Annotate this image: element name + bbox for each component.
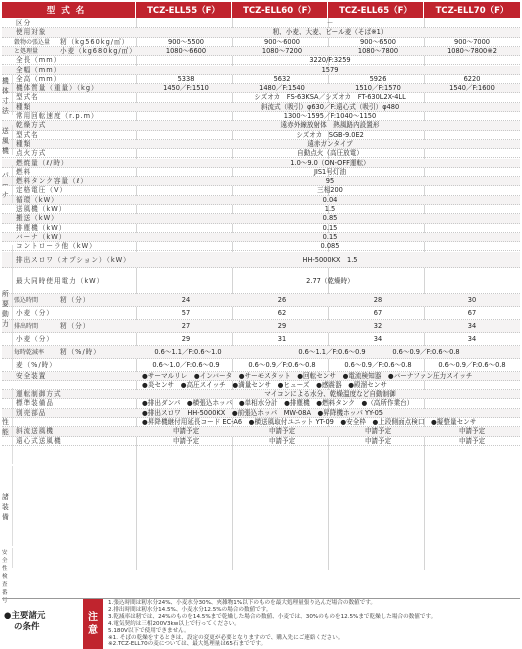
row-group-label: 張込時間 (14, 296, 39, 304)
row-label: 燃料タンク容量（ℓ） (16, 177, 88, 186)
group-label-kikai: 機体寸法 (2, 75, 13, 115)
row-label: バーナ（kW） (16, 232, 67, 241)
row-label: 小麦（kg680kg/㎥） (60, 46, 137, 55)
row-value: シズオカ FS-63KSA／シズオカ FT-630L2X-4LL (254, 93, 406, 102)
row-value: 申請予定 (458, 427, 486, 436)
row-value: 0.85 (322, 214, 338, 223)
row-label: 型式名 (16, 93, 39, 102)
row-label: 麦（%/時） (16, 360, 57, 369)
row-value: 1.5 (324, 205, 336, 213)
table-row (2, 38, 520, 47)
row-value: 0.6～0.9／F:0.6～0.8 (438, 360, 506, 369)
row-value: 0.04 (322, 195, 338, 204)
table-row (2, 418, 520, 427)
row-label: 別売部品 (16, 408, 47, 417)
table-row (2, 19, 520, 28)
row-value: 0.6～1.1／F:0.6～0.9 (298, 347, 366, 356)
table-row (2, 121, 520, 130)
row-label: 乾燥方式 (16, 121, 47, 130)
row-label: 区分 (16, 19, 32, 27)
row-value: ●排出ダンパ ●横張込ホッパ ●単相水分計 ●排塵機 ●燃料タンク ●（高所作業台） (142, 399, 414, 408)
row-value: ●排出スロワ HH-5000KX ●前張込ホッパ MW-08A ●昇降機ホッパ YY-05 (142, 408, 384, 417)
row-label: 運転制御方式 (16, 390, 62, 399)
table-row (2, 140, 520, 149)
row-label: 遠心式送風機 (16, 436, 62, 445)
row-label: 小麦（分） (16, 334, 54, 343)
row-value: 自動点火（高圧放電） (297, 149, 363, 158)
row-label: 籾（kg560kg/㎥） (60, 37, 130, 46)
row-value: 三相200 (317, 186, 343, 195)
row-group-label: と処理量 (14, 47, 39, 55)
table-row (2, 359, 520, 372)
table-row (2, 168, 520, 177)
table-row (2, 205, 520, 214)
table-row (2, 252, 520, 268)
table-row (2, 381, 520, 390)
row-value: HH-5000KX 1.5 (302, 255, 358, 264)
group-label-burner: バーナ (2, 165, 13, 203)
row-value: JIS1号灯油 (313, 167, 347, 176)
row-label: 燃料 (16, 167, 32, 176)
row-value: 67 (373, 308, 383, 317)
row-value: 95 (325, 177, 335, 186)
table-row (2, 196, 520, 205)
row-group-label: 穀物の張込量 (14, 38, 51, 46)
row-value: 34 (373, 334, 383, 343)
note-line: 4.電気契約は三相200V3kw以上で行ってください。 (108, 620, 240, 627)
row-value: 900～5500 (168, 37, 204, 46)
row-label: 定格電圧（V） (16, 186, 68, 195)
row-label: 標準装備品 (16, 399, 54, 408)
row-value: 0.6～0.9／F:0.6～0.8 (392, 347, 460, 356)
row-value: 27 (181, 321, 191, 330)
row-value: 67 (467, 308, 477, 317)
row-label: 常用回転速度（r.p.m） (16, 112, 99, 120)
row-value: 申請予定 (364, 427, 392, 436)
table-row (2, 224, 520, 233)
table-row (2, 66, 520, 75)
row-label: 排塵機（kW） (16, 223, 67, 232)
group-label-shobi: 諸装備 (2, 466, 13, 546)
row-label: コントローラ他（kW） (16, 242, 97, 251)
table-row (2, 372, 520, 381)
row-value: 申請予定 (268, 436, 296, 445)
table-row (2, 399, 520, 408)
group-label-seinou: 性能 (2, 388, 13, 464)
notes-list (108, 600, 520, 648)
table-row (2, 214, 520, 223)
row-value: 6220 (463, 74, 481, 83)
note-line: 1.張込時間は籾水分24%、小麦水分30%、夾雑物1%以下のものを最大処理量張り込んだ場合の数値です。 (108, 600, 376, 606)
row-value: 0.15 (322, 223, 338, 232)
row-value: 29 (181, 334, 191, 343)
row-value: 32 (373, 321, 383, 330)
row-label: 籾（%/時） (60, 347, 101, 356)
table-row (2, 390, 520, 399)
row-value: 34 (467, 334, 477, 343)
group-label-shoyou: 所要動力 (2, 245, 13, 370)
row-label: 斜流送風機 (16, 427, 54, 436)
note-line: 2.排出時間は籾水分14.5%、小麦水分12.5%の場合の数値です。 (108, 606, 272, 613)
table-row (2, 333, 520, 346)
table-row (2, 242, 520, 251)
row-value: 申請予定 (268, 427, 296, 436)
row-label: 全高（mm） (16, 74, 62, 83)
row-value: 1300～1595／F:1040～1150 (283, 112, 377, 120)
row-value: 申請予定 (172, 436, 200, 445)
row-value: ●サーマルリレ ●インバータ ●サーモスタット ●回転センサ ●電流検知器 ●バーナファン圧力スイッチ (142, 371, 473, 380)
row-value: 3220/F:3259 (309, 56, 351, 65)
row-value: 0.6～1.1／F:0.6～1.0 (154, 347, 222, 356)
table-row (2, 28, 520, 37)
note-line: 5.180V以下で使用できません。 (108, 627, 190, 634)
row-value: 遠赤ガンタイプ (307, 139, 353, 148)
row-value: 900～6500 (360, 37, 396, 46)
row-value: 1510／F:1570 (355, 84, 401, 93)
row-value: 1540／F:1600 (449, 84, 495, 93)
row-value: 30 (467, 295, 477, 304)
row-group-label: 毎時乾減率 (14, 348, 45, 356)
row-value: 24 (181, 295, 191, 304)
table-row (2, 47, 520, 56)
row-value: 1.0～9.0（ON-OFF運転） (290, 158, 370, 167)
row-label: 最大同時使用電力（kW） (16, 276, 105, 285)
row-value: 1080～7800 (357, 46, 399, 55)
table-row (2, 186, 520, 195)
row-value: 34 (467, 321, 477, 330)
row-value: 遠赤外線放射体 熱風路内設置形 (280, 121, 380, 130)
row-value: 26 (277, 295, 287, 304)
row-value: マイコンによる水分、乾燥温度など自動制御 (264, 390, 396, 399)
row-label: 全幅（mm） (16, 65, 62, 74)
row-value: － (326, 19, 334, 27)
row-value: 0.6～0.9／F:0.6～0.8 (248, 360, 316, 369)
table-row (2, 75, 520, 84)
header-model-65: TCZ-ELL65（F） (328, 2, 424, 18)
conditions-title: ●主要諸元 の条件 (4, 611, 46, 632)
row-value: 5338 (177, 74, 195, 83)
row-value: 申請予定 (458, 436, 486, 445)
header-model-60: TCZ-ELL60（F） (232, 2, 328, 18)
row-value: 0.15 (322, 232, 338, 241)
row-value: 1080～7800※2 (447, 46, 497, 55)
row-label: 使用対象 (16, 28, 47, 37)
table-row (2, 307, 520, 320)
row-value: 57 (181, 308, 191, 317)
row-value: 申請予定 (364, 436, 392, 445)
table-row (2, 177, 520, 186)
table-row (2, 409, 520, 418)
row-value: 0.085 (320, 242, 340, 251)
row-label: 安全装置 (16, 371, 47, 380)
row-label: 送風機（kW） (16, 205, 67, 213)
row-value: 0.6～1.0／F:0.6～0.9 (152, 360, 220, 369)
row-value: 1080～7200 (261, 46, 303, 55)
row-value: 900～6000 (264, 37, 300, 46)
header-model-70: TCZ-ELL70（F） (424, 2, 520, 18)
row-value: 籾、小麦、大麦、ビール麦（そば※1） (272, 28, 388, 37)
row-label: 籾（分） (60, 295, 91, 304)
table-row (2, 56, 520, 65)
table-row (2, 320, 520, 333)
row-value: 5632 (273, 74, 291, 83)
table-row (2, 93, 520, 102)
table-row (2, 233, 520, 242)
header-model-name: 型式名 (2, 2, 136, 18)
row-label: 機体質量（重量）（kg） (16, 84, 99, 93)
table-row (2, 112, 520, 121)
row-value: 1579 (321, 65, 339, 74)
row-label: 排出スロワ（オプション）（kW） (16, 255, 131, 264)
group-label-soufu: 送風機 (2, 125, 13, 155)
note-line: 3.乾減率は籾では、24%のものを14.5%まで乾燥した場合の数値、小麦では、30%のものを12.5%まで乾燥した場合の数値です。 (108, 613, 437, 620)
row-value: 28 (373, 295, 383, 304)
table-header (2, 2, 520, 18)
row-value: 1480／F:1540 (259, 84, 305, 93)
group-label-anzen: 安全性検査番号 (2, 548, 13, 568)
row-value: 62 (277, 308, 287, 317)
row-label: 燃焼量（ℓ/時） (16, 158, 69, 167)
row-group-label: 排出時間 (14, 322, 39, 330)
row-label: 全長（mm） (16, 56, 62, 65)
row-label: 籾（分） (60, 321, 91, 330)
row-value: 900～7000 (454, 37, 490, 46)
note-line: ※1. そばの乾燥をするときは、設定の変更が必要となりますので、購入先にご連絡ください。 (108, 634, 344, 641)
row-label: 点火方式 (16, 149, 47, 158)
row-value: 2.77（乾燥時） (306, 276, 354, 285)
row-value: 5926 (369, 74, 387, 83)
row-value: 申請予定 (172, 427, 200, 436)
table-row (2, 149, 520, 158)
row-value: 1450／F:1510 (163, 84, 209, 93)
table-row (2, 103, 520, 112)
row-value: 31 (277, 334, 287, 343)
table-row (2, 437, 520, 446)
table-row (2, 131, 520, 140)
notes-section (2, 598, 520, 648)
row-value: シズオカ SGB-9.0E2 (296, 130, 364, 139)
row-value: 29 (277, 321, 287, 330)
row-value: ●炎センサ ●高圧スイッチ ●満量センサ ●ヒューズ ●感震器 ●殿溜センサ (142, 380, 387, 389)
row-value: ●昇降機継付用延長コード EC-A6 ●横送風取付ユニット YT-09 ●安全枠 ●上段側面点検口 ●擬整量センサ (142, 418, 477, 426)
table-row (2, 427, 520, 436)
row-value: 0.6～0.9／F:0.6～0.8 (344, 360, 412, 369)
row-value: 1080～6600 (165, 46, 207, 55)
row-label: 型式名 (16, 130, 39, 139)
caution-badge: 注 意 (83, 599, 103, 649)
row-label: 循環（kW） (16, 195, 59, 204)
note-line: ※2.TCZ-ELL70の麦については、最大処理量は65石までです。 (108, 641, 267, 648)
row-label: 搬送（kW） (16, 214, 59, 223)
row-label: 種類 (16, 102, 32, 111)
table-row (2, 159, 520, 168)
table-row (2, 294, 520, 307)
row-value: 斜流式（吸引）φ630／F:遠心式（吸引）φ480 (260, 102, 400, 111)
row-label: 種類 (16, 139, 32, 148)
row-label: 小麦（分） (16, 308, 54, 317)
header-model-55: TCZ-ELL55（F） (136, 2, 232, 18)
table-row (2, 346, 520, 359)
table-row (2, 84, 520, 93)
table-row (2, 268, 520, 294)
